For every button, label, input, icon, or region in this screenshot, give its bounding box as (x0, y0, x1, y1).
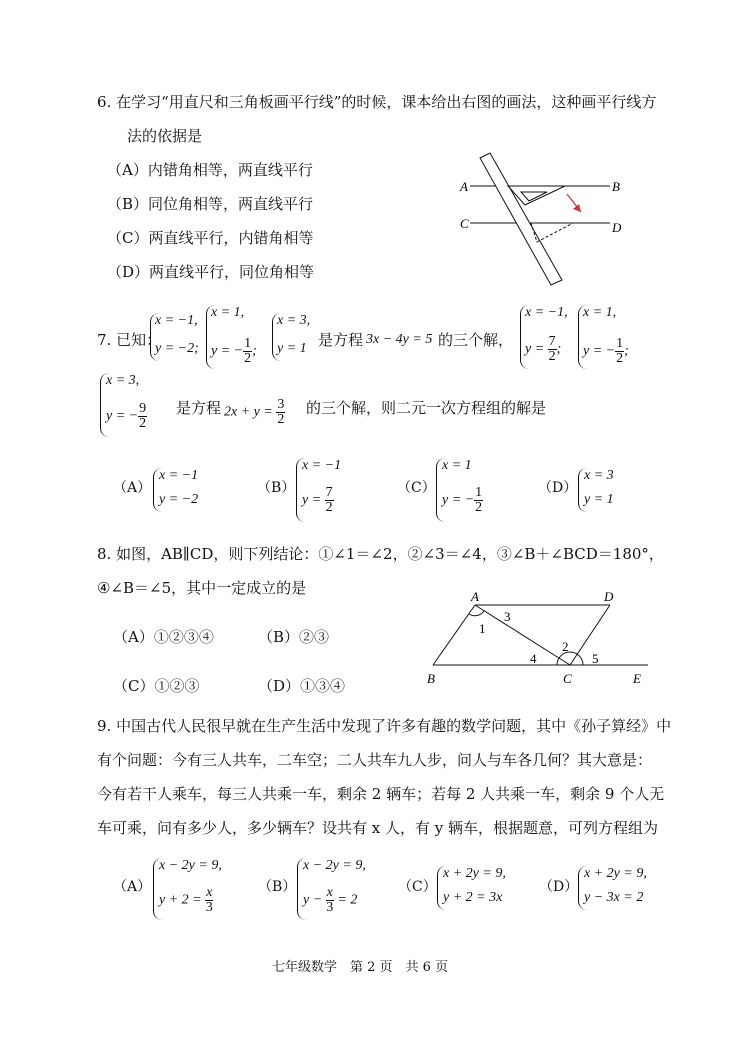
q9-stem-line2: 有个问题：今有三人共车，二车空；二人共车九人步，问人与车各几何？其大意是： (97, 751, 653, 769)
q7-eq1: 3x − 4y = 5 (366, 332, 433, 347)
q8-figure (420, 585, 660, 690)
q7-sol4-x: x = −1, (525, 305, 568, 320)
q8-angle-4: 4 (530, 651, 537, 666)
q9-option-c-eq1: x + 2y = 9, (443, 866, 506, 881)
q6-option-a: （A）内错角相等，两直线平行 (107, 161, 313, 179)
q7-option-a-x: x = −1 (159, 468, 199, 483)
q7-sol3-y: y = 1 (277, 341, 307, 356)
q6-option-b: （B）同位角相等，两直线平行 (107, 195, 314, 213)
q6-figure (455, 150, 635, 290)
q6-label-a: A (460, 179, 468, 194)
q9-stem-line4: 车可乘，问有多少人，多少辆车？设共有 x 人，有 y 辆车，根据题意，可列方程组为 (97, 819, 659, 837)
page-footer: 七年级数学 第 2 页 共 6 页 (272, 960, 449, 975)
q7-option-c-y: y = − $\frac{1}{2}$ (442, 485, 483, 515)
q7-sol4-y: y = $\frac{7}{2}$ ; (525, 334, 562, 364)
q9-option-a-label: （A） (113, 879, 152, 895)
q7-sol6-y: y = − $\frac{9}{2}$ (106, 401, 147, 431)
q8-label-d: D (604, 589, 614, 604)
q7-text-eq1-prefix: 是方程 (318, 331, 364, 349)
q9-option-a-eq1: x − 2y = 9, (159, 858, 222, 873)
q7-tail: 的三个解，则二元一次方程组的解是 (306, 399, 547, 417)
q7-sol1-y: y = −2; (155, 341, 199, 356)
q7-option-d-x: x = 3 (584, 468, 614, 483)
q8-stem-line1: 8. 如图，AB∥CD，则下列结论：①∠1＝∠2，②∠3＝∠4，③∠B＋∠BCD＝180°， (97, 545, 664, 563)
q8-option-c: （C）①②③ (113, 677, 200, 695)
q9-option-d-label: （D） (539, 879, 579, 895)
q7-option-a-y: y = −2 (159, 492, 199, 507)
q8-label-b: B (427, 671, 435, 686)
q6-stem-line2: 法的依据是 (127, 127, 203, 145)
q7-sol2-x: x = 1, (211, 305, 245, 320)
q7-option-b-label: （B） (257, 480, 296, 496)
q6-label-b: B (612, 179, 620, 194)
q8-angle-3: 3 (504, 609, 511, 624)
q9-option-d-eq2: y − 3x = 2 (584, 890, 644, 905)
q6-option-d: （D）两直线平行，同位角相等 (107, 263, 315, 281)
q8-stem-line2: ④∠B＝∠5，其中一定成立的是 (97, 579, 307, 597)
q8-option-a: （A）①②③④ (113, 628, 214, 646)
q8-label-a: A (471, 589, 479, 604)
q7-sol3-x: x = 3, (277, 313, 311, 328)
q8-angle-5: 5 (592, 651, 599, 666)
q6-option-c: （C）两直线平行，内错角相等 (107, 229, 314, 247)
q9-stem-line1: 9. 中国古代人民很早就在生产生活中发现了许多有趣的数学问题，其中《孙子算经》中 (97, 717, 672, 735)
q8-label-c: C (563, 671, 572, 686)
q7-text-eq2-prefix: 是方程 (176, 399, 222, 417)
q9-option-a-eq2: y + 2 = $\frac{x}{3}$ (159, 885, 213, 915)
q6-label-d: D (612, 220, 622, 235)
q7-option-b-x: x = −1 (302, 458, 342, 473)
q8-angle-2: 2 (562, 639, 569, 654)
q9-option-c-eq2: y + 2 = 3x (443, 890, 503, 905)
q7-option-d-label: （D） (538, 480, 578, 496)
q6-label-c: C (460, 216, 469, 231)
q7-sol2-y: y = − $\frac{1}{2}$ ; (211, 336, 257, 366)
q8-angle-1: 1 (479, 621, 486, 636)
q9-option-b-label: （B） (258, 879, 297, 895)
q7-sol6-x: x = 3, (106, 373, 140, 388)
q7-prefix: 7. 已知： (97, 331, 162, 349)
q9-option-b-eq2: y − $\frac{x}{3}$ = 2 (303, 885, 358, 915)
q7-option-b-y: y = $\frac{7}{2}$ (302, 485, 333, 515)
q8-option-b: （B）②③ (258, 628, 330, 646)
q9-option-d-eq1: x + 2y = 9, (584, 866, 647, 881)
q7-option-c-label: （C） (397, 480, 436, 496)
q7-option-c-x: x = 1 (442, 458, 472, 473)
q6-stem-line1: 6. 在学习“用直尺和三角板画平行线”的时候，课本给出右图的画法，这种画平行线方 (97, 93, 657, 111)
q8-label-e: E (633, 671, 641, 686)
q9-option-b-eq1: x − 2y = 9, (303, 858, 366, 873)
q7-eq2: 2x + y = $\frac{3}{2}$ (224, 397, 285, 427)
q8-option-d: （D）①③④ (258, 677, 346, 695)
q7-option-a-label: （A） (113, 480, 152, 496)
q7-sol5-y: y = − $\frac{1}{2}$ ; (583, 336, 629, 366)
q9-stem-line3: 今有若干人乘车，每三人共乘一车，剩余 2 辆车；若每 2 人共乘一车，剩余 9 个人无 (97, 785, 665, 803)
q7-text-three-solutions: 的三个解， (438, 331, 514, 349)
q7-sol1-x: x = −1, (155, 313, 198, 328)
q9-option-c-label: （C） (398, 879, 437, 895)
q7-option-d-y: y = 1 (584, 492, 614, 507)
q7-sol5-x: x = 1, (583, 305, 617, 320)
